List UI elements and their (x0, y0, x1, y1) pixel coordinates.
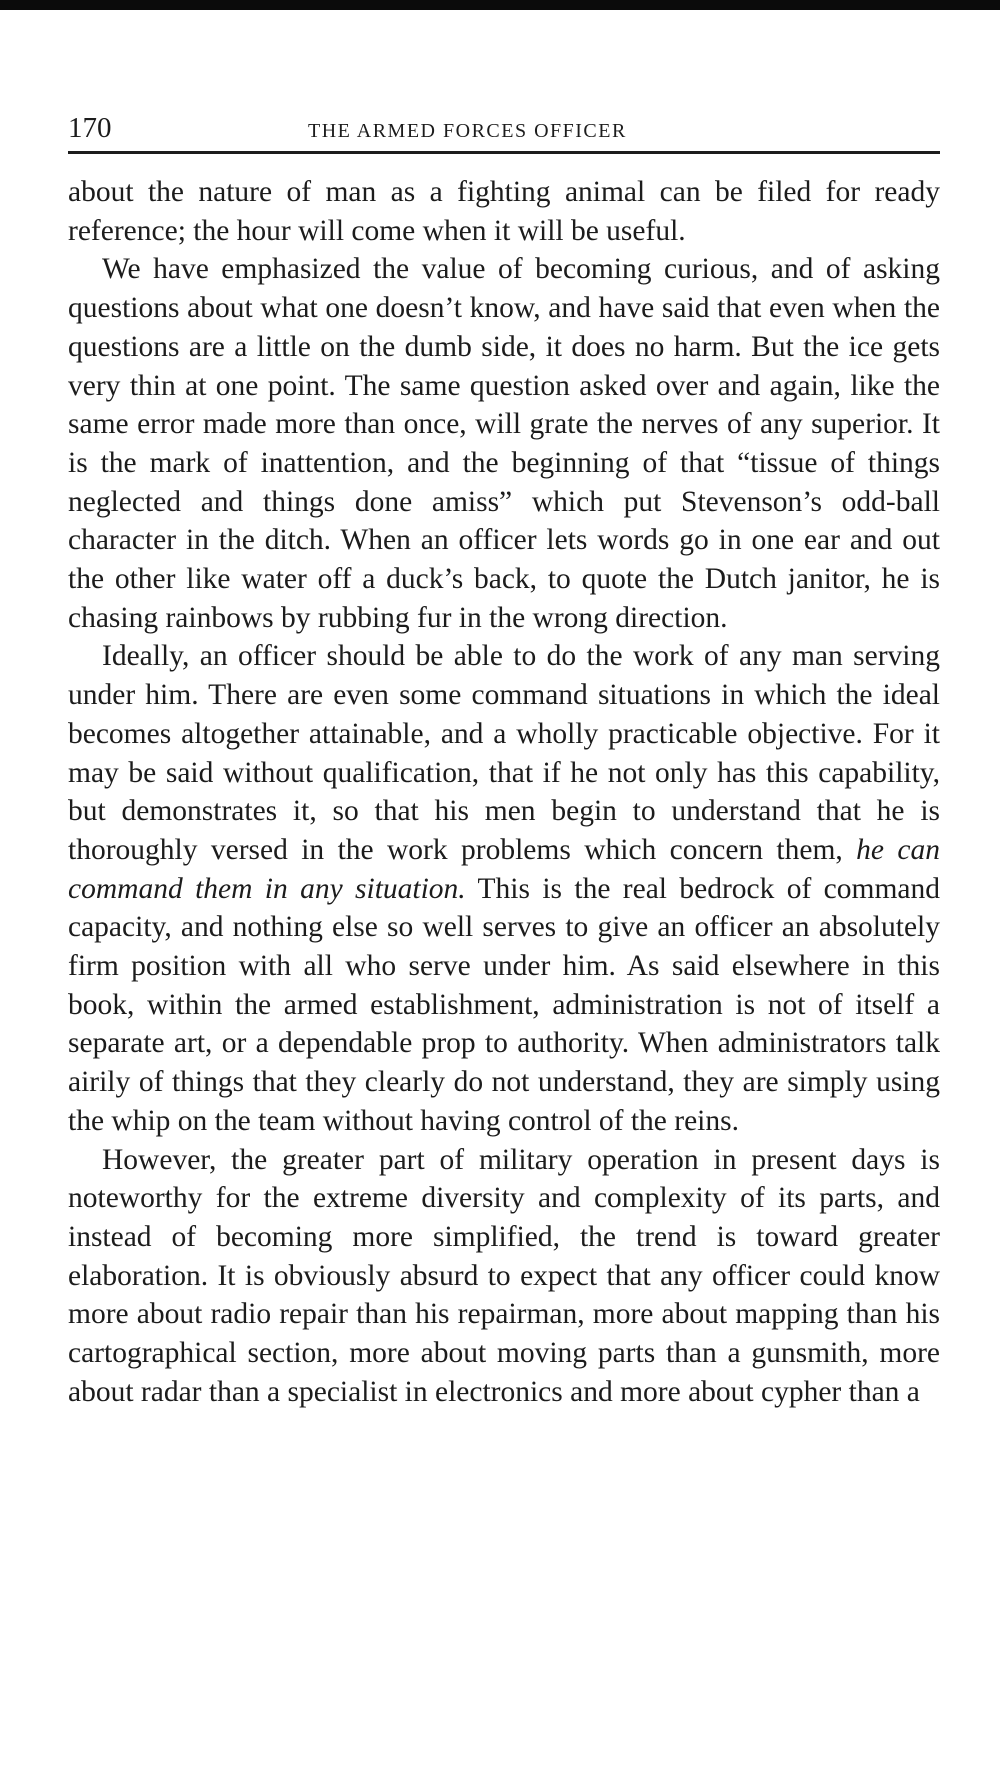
running-head (68, 111, 940, 154)
paragraph-ideally (68, 637, 940, 1140)
book-title: THE ARMED FORCES OFFICER (308, 120, 627, 142)
page-number: 170 (68, 112, 112, 144)
paragraph-ideally-start: Ideally, an officer should be able to do the work of any man serving under him. There are even some command situations in which the ideal becomes altogether attainable, and a wholly practicable objective. For it may be said without qualification, that if he not only has this capability, but demonstrates it, so that his men begin to understand that he is thoroughly versed in the work problems which concern them, (68, 640, 940, 866)
scan-edge (0, 0, 1000, 10)
paragraph-curiosity: We have emphasized the value of becoming curious, and of asking questions about what one doesn’t know, and have said that even when the questions are a little on the dumb side, it does no harm. But the ice gets very thin at one point. The same question asked over and again, like the same error made more than once, will grate the nerves of any superior. It is the mark of inattention, and the beginning of that “tissue of things neglected and things done amiss” which put Stevenson’s odd-ball character in the ditch. When an officer lets words go in one ear and out the other like water off a duck’s back, to quote the Dutch janitor, he is chasing rainbows by rubbing fur in the wrong direction. (68, 253, 940, 634)
emphasized-phrase: he can command them in any situation. (68, 833, 940, 905)
paragraph-ideally-end: This is the real bedrock of command capacity, and nothing else so well serves to give an officer an absolutely firm position with all who serve under him. As said elsewhere in this book, within the armed establishment, administration is not of itself a separate art, or a dependable prop to authority. When administrators talk airily of things that they clearly do not understand, they are simply using the whip on the team without having control of the reins. (68, 872, 940, 1137)
paragraph-however: However, the greater part of military operation in present days is noteworthy for the extreme diversity and complexity of its parts, and instead of becoming more simplified, the trend is toward greater elaboration. It is obviously absurd to expect that any officer could know more about radio repair than his repairman, more about mapping than his cartographical section, more about moving parts than a gunsmith, more about radar than a specialist in electronics and more about cypher than a (68, 1143, 940, 1408)
paragraph-continuation: about the nature of man as a fighting animal can be filed for ready reference; the hour will come when it will be useful. (68, 176, 940, 247)
body-text (68, 173, 940, 1412)
